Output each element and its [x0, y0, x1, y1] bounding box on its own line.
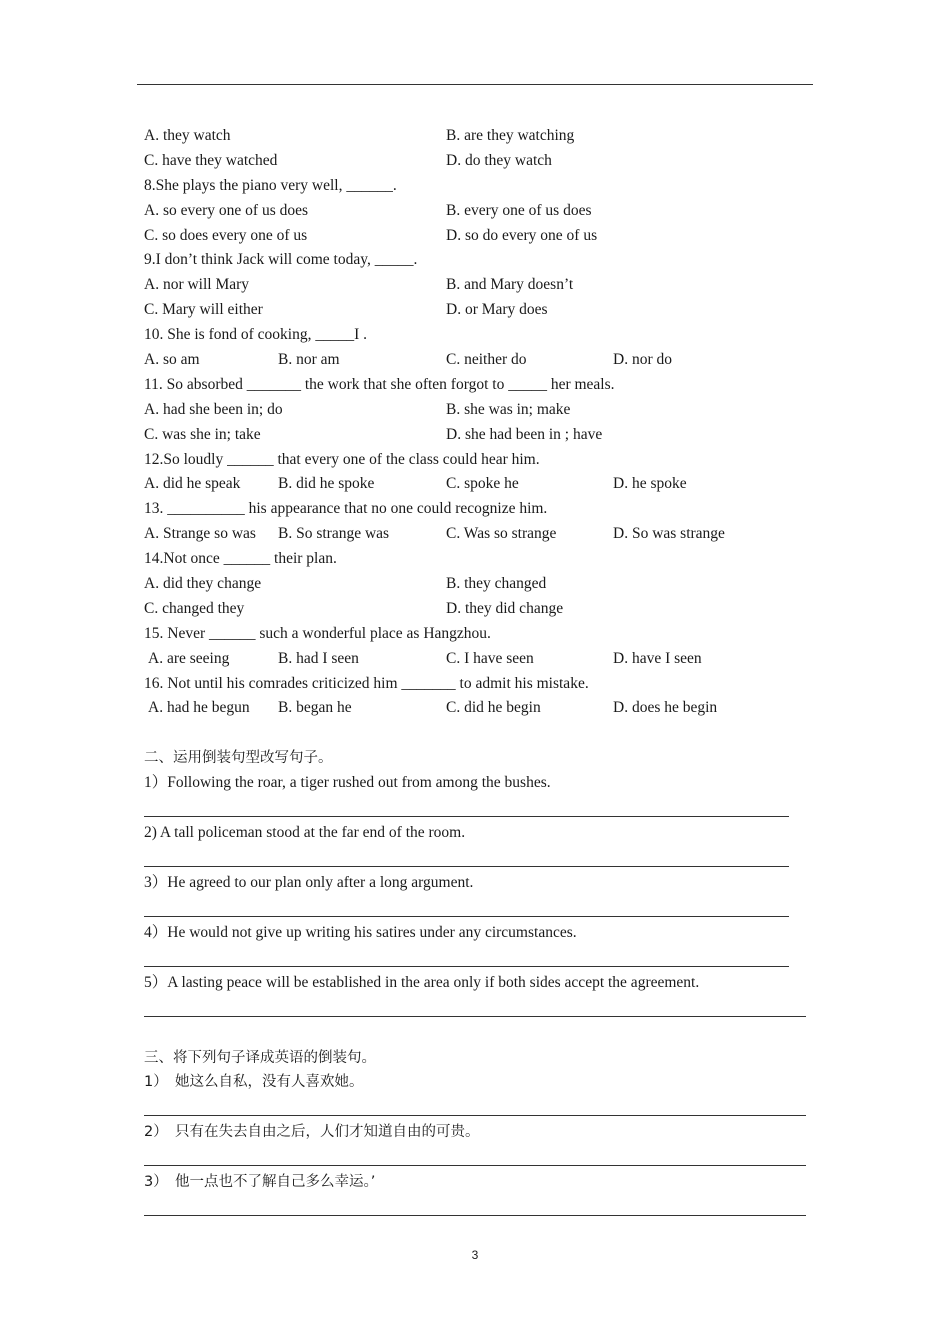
answer-underline: [144, 1091, 806, 1116]
translate-answer-line-3[interactable]: [144, 1195, 824, 1220]
q14-option-d: D. they did change: [446, 599, 564, 617]
q12-option-a: A. did he speak: [144, 475, 241, 493]
answer-underline: [144, 992, 806, 1017]
q15-options-row: [144, 647, 824, 672]
translate-answer-line-2[interactable]: [144, 1145, 824, 1170]
q10-option-c: C. neither do: [446, 351, 527, 369]
q9-options-row-1: [144, 273, 824, 298]
q9-option-b: B. and Mary doesn’t: [446, 276, 574, 294]
q9-option-d: D. or Mary does: [446, 301, 548, 319]
rewrite-answer-line-5[interactable]: [144, 996, 824, 1021]
q12-option-c: C. spoke he: [446, 475, 519, 493]
q8-option-b: B. every one of us does: [446, 201, 592, 219]
translate-item-2: 2） 只有在失去自由之后，人们才知道自由的可贵。: [144, 1124, 480, 1141]
rewrite-answer-line-2[interactable]: [144, 846, 824, 871]
header-rule: [137, 84, 813, 85]
q10-option-d: D. nor do: [613, 351, 672, 369]
answer-underline: [144, 792, 789, 817]
q8-option-d: D. so do every one of us: [446, 226, 598, 244]
page-number: 3: [471, 1248, 479, 1262]
q14-stem: 14.Not once ______ their plan.: [144, 550, 337, 568]
q16-option-a: A. had he begun: [148, 699, 250, 717]
q11-option-c: C. was she in; take: [144, 425, 261, 443]
q10-option-a: A. so am: [144, 351, 200, 369]
q11-option-b: B. she was in; make: [446, 400, 571, 418]
q11-stem: 11. So absorbed _______ the work that she often forgot to _____ her meals.: [144, 375, 615, 393]
q16-options-row: [144, 696, 824, 721]
q13-option-b: B. So strange was: [278, 525, 390, 543]
section-gap: [144, 1021, 824, 1046]
q8-option-a: A. so every one of us does: [144, 201, 309, 219]
rewrite-answer-line-4[interactable]: [144, 946, 824, 971]
q10-options-row: [144, 348, 824, 373]
q14-options-row-1: [144, 572, 824, 597]
q15-option-b: B. had I seen: [278, 649, 359, 667]
q13-option-c: C. Was so strange: [446, 525, 557, 543]
rewrite-answer-line-3[interactable]: [144, 896, 824, 921]
q7-option-b: B. are they watching: [446, 127, 575, 144]
q8-option-c: C. so does every one of us: [144, 226, 308, 244]
q9-stem: 9.I don’t think Jack will come today, _____.: [144, 251, 418, 269]
q8-options-row-1: [144, 199, 824, 224]
q9-options-row-2: [144, 298, 824, 323]
q15-option-d: D. have I seen: [613, 649, 702, 667]
answer-underline: [144, 942, 789, 967]
rewrite-answer-line-1[interactable]: [144, 796, 824, 821]
q15-option-c: C. I have seen: [446, 649, 534, 667]
q7-options-row-2: [144, 149, 824, 174]
q16-stem: 16. Not until his comrades criticized him _______ to admit his mistake.: [144, 674, 589, 692]
answer-underline: [144, 842, 789, 867]
rewrite-section-heading: 二、运用倒装句型改写句子。: [144, 750, 333, 767]
q16-option-b: B. began he: [278, 699, 352, 717]
q14-option-b: B. they changed: [446, 575, 547, 593]
q7-option-d: D. do they watch: [446, 151, 552, 169]
section-gap: [144, 721, 824, 746]
q14-option-c: C. changed they: [144, 599, 245, 617]
q16-option-d: D. does he begin: [613, 699, 718, 717]
q11-option-a: A. had she been in; do: [144, 400, 283, 418]
q13-stem: 13. __________ his appearance that no one could recognize him.: [144, 500, 548, 518]
q12-option-b: B. did he spoke: [278, 475, 375, 493]
worksheet-content: [144, 124, 824, 1220]
q14-options-row-2: [144, 597, 824, 622]
translate-answer-line-1[interactable]: [144, 1095, 824, 1120]
answer-underline: [144, 1191, 806, 1216]
q11-option-d: D. she had been in ; have: [446, 425, 603, 443]
q9-option-a: A. nor will Mary: [144, 276, 250, 294]
q11-options-row-1: [144, 398, 824, 423]
answer-underline: [144, 1141, 806, 1166]
q13-option-d: D. So was strange: [613, 525, 725, 543]
rewrite-item-1: 1）Following the roar, a tiger rushed out from among the bushes.: [144, 774, 551, 792]
translate-item-1: 1） 她这么自私，没有人喜欢她。: [144, 1074, 364, 1091]
translate-section-heading: 三、将下列句子译成英语的倒装句。: [144, 1049, 376, 1066]
q13-option-a: A. Strange so was: [144, 525, 256, 543]
q7-options-row-1: [144, 124, 824, 149]
q12-stem: 12.So loudly ______ that every one of the class could hear him.: [144, 450, 540, 468]
q7-option-c: C. have they watched: [144, 151, 278, 169]
q8-stem: 8.She plays the piano very well, ______.: [144, 176, 397, 194]
q14-option-a: A. did they change: [144, 575, 262, 593]
q13-options-row: [144, 522, 824, 547]
q12-options-row: [144, 472, 824, 497]
rewrite-item-3: 3）He agreed to our plan only after a long argument.: [144, 873, 474, 891]
q8-options-row-2: [144, 224, 824, 249]
rewrite-item-5: 5）A lasting peace will be established in the area only if both sides accept the agreement.: [144, 973, 700, 991]
q10-option-b: B. nor am: [278, 351, 340, 369]
q12-option-d: D. he spoke: [613, 475, 687, 493]
q16-option-c: C. did he begin: [446, 699, 541, 717]
q9-option-c: C. Mary will either: [144, 301, 263, 319]
answer-underline: [144, 892, 789, 917]
q7-option-a: A. they watch: [144, 127, 231, 144]
rewrite-item-2: 2) A tall policeman stood at the far end of the room.: [144, 824, 466, 842]
translate-item-3: 3） 他一点也不了解自己多么幸运。’: [144, 1174, 376, 1191]
q10-stem: 10. She is fond of cooking, _____I .: [144, 326, 368, 344]
q15-stem: 15. Never ______ such a wonderful place as Hangzhou.: [144, 624, 491, 642]
rewrite-item-4: 4）He would not give up writing his satires under any circumstances.: [144, 923, 577, 941]
q15-option-a: A. are seeing: [148, 649, 230, 667]
q11-options-row-2: [144, 423, 824, 448]
